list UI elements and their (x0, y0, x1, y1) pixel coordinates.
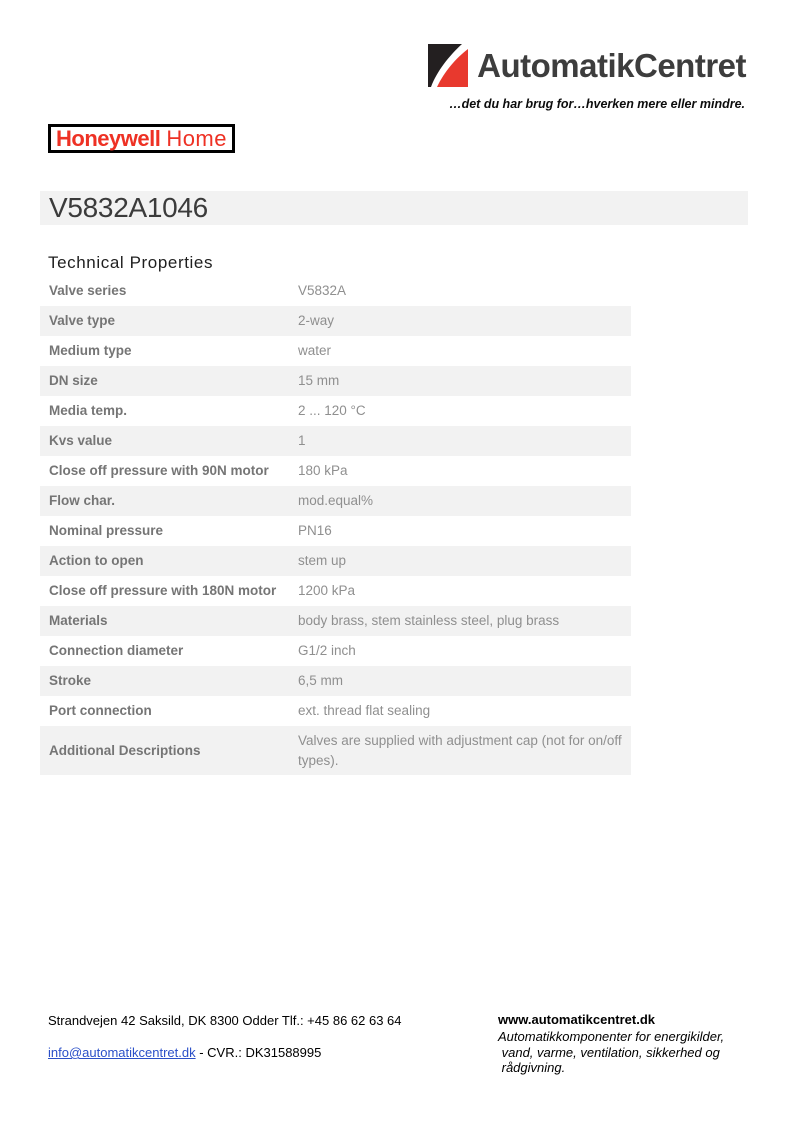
property-label: Nominal pressure (49, 523, 164, 539)
table-row (40, 636, 631, 666)
property-value: stem up (298, 553, 347, 569)
table-row (40, 666, 631, 696)
property-value: V5832A (298, 283, 347, 299)
table-row (40, 726, 631, 775)
property-label: Close off pressure with 180N motor (49, 583, 277, 599)
table-row (40, 516, 631, 546)
property-label: Materials (49, 613, 108, 629)
property-label: Port connection (49, 703, 152, 719)
table-row (40, 396, 631, 426)
table-row (40, 576, 631, 606)
footer-description-line: Automatikkomponenter for energikilder, (498, 1029, 725, 1044)
table-row (40, 426, 631, 456)
product-title: V5832A1046 (49, 192, 208, 223)
property-label: Close off pressure with 90N motor (49, 463, 269, 479)
email-link[interactable]: info@automatikcentret.dk (48, 1045, 196, 1060)
honeywell-logo-text: Honeywell (56, 125, 161, 151)
footer-description-line: rådgivning. (498, 1060, 566, 1075)
properties-table (40, 276, 631, 775)
footer-company-info (498, 1012, 748, 1076)
property-value: mod.equal% (298, 493, 374, 509)
property-label: Valve type (49, 313, 116, 329)
honeywell-home-logo (48, 124, 235, 153)
property-value: G1/2 inch (298, 643, 356, 659)
table-row (40, 366, 631, 396)
property-label: Flow char. (49, 493, 116, 509)
table-row (40, 276, 631, 306)
footer-description-line: vand, varme, ventilation, sikkerhed og (498, 1044, 720, 1060)
property-value: Valves are supplied with adjustment cap (not for on/off types). (298, 733, 622, 768)
property-label: DN size (49, 373, 98, 389)
property-value: ext. thread flat sealing (298, 703, 431, 719)
property-label: Stroke (49, 673, 92, 689)
property-value: PN16 (298, 523, 332, 539)
property-value: water (298, 343, 332, 359)
brand-logo (428, 44, 746, 87)
property-value: 15 mm (298, 373, 340, 389)
property-label: Additional Descriptions (49, 742, 201, 758)
table-row (40, 696, 631, 726)
property-value: 180 kPa (298, 463, 348, 479)
property-value: 2 ... 120 °C (298, 403, 366, 419)
property-label: Media temp. (49, 403, 128, 419)
product-title-bar (40, 191, 748, 225)
property-label: Medium type (49, 343, 132, 359)
property-value: 6,5 mm (298, 673, 344, 689)
table-row (40, 336, 631, 366)
property-value: 1200 kPa (298, 583, 356, 599)
property-label: Connection diameter (49, 643, 184, 659)
brand-tagline: …det du har brug for…hverken mere eller mindre. (449, 97, 745, 111)
table-row (40, 456, 631, 486)
table-row (40, 606, 631, 636)
automatikcentret-logo-icon (428, 44, 468, 87)
table-row (40, 546, 631, 576)
footer-website: www.automatikcentret.dk (498, 1012, 655, 1027)
property-label: Valve series (49, 283, 127, 299)
property-value: 2-way (298, 313, 335, 329)
table-row (40, 486, 631, 516)
home-logo-text: Home (166, 125, 227, 151)
brand-name: AutomatikCentret (477, 46, 746, 84)
footer-contact (48, 1045, 321, 1060)
property-value: body brass, stem stainless steel, plug brass (298, 613, 560, 629)
property-value: 1 (298, 433, 306, 449)
table-row (40, 306, 631, 336)
property-label: Kvs value (49, 433, 113, 449)
footer-address: Strandvejen 42 Saksild, DK 8300 Odder Tlf.: +45 86 62 63 64 (48, 1013, 402, 1028)
section-heading: Technical Properties (48, 253, 214, 272)
property-label: Action to open (49, 553, 144, 569)
footer-cvr: - CVR.: DK31588995 (195, 1045, 322, 1060)
